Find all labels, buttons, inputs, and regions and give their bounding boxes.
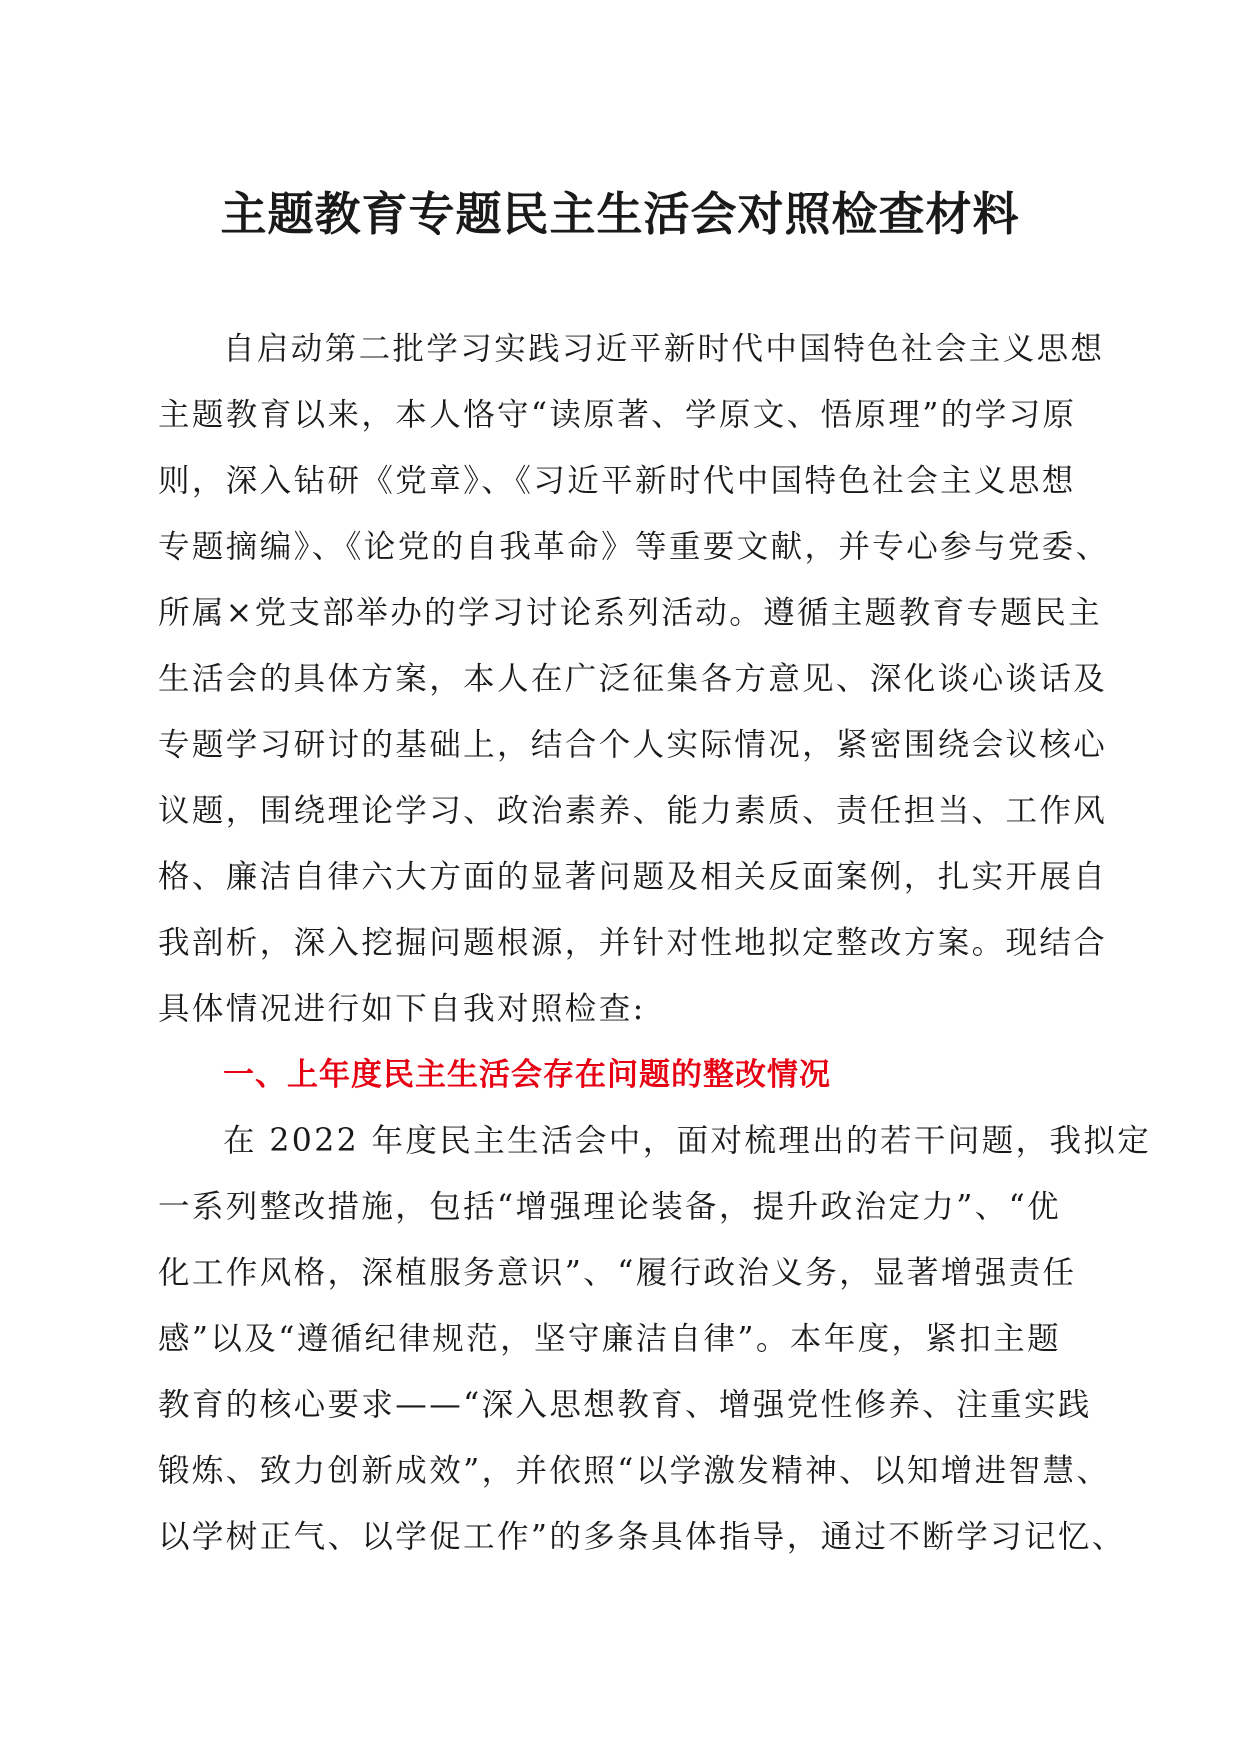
paragraph-line: 锻炼、致力创新成效”，并依照“以学激发精神、以知增进智慧、 <box>158 1453 1111 1489</box>
paragraph-line: 专题学习研讨的基础上，结合个人实际情况，紧密围绕会议核心 <box>158 727 1108 763</box>
paragraph-line: 格、廉洁自律六大方面的显著问题及相关反面案例，扎实开展自 <box>158 859 1108 895</box>
paragraph-line: 生活会的具体方案，本人在广泛征集各方意见、深化谈心谈话及 <box>158 661 1108 697</box>
document-title: 主题教育专题民主生活会对照检查材料 <box>220 187 1020 241</box>
section-heading-1: 一、上年度民主生活会存在问题的整改情况 <box>223 1057 831 1093</box>
paragraph-line: 议题，围绕理论学习、政治素养、能力素质、责任担当、工作风 <box>158 793 1108 829</box>
paragraph-2 <box>158 1108 1152 1570</box>
paragraph-line: 在 2022 年度民主生活会中，面对梳理出的若干问题，我拟定 <box>223 1123 1152 1159</box>
paragraph-line: 化工作风格，深植服务意识”、“履行政治义务，显著增强责任 <box>158 1255 1077 1291</box>
paragraph-line: 一系列整改措施，包括“增强理论装备，提升政治定力”、“优 <box>158 1189 1062 1225</box>
paragraph-line: 我剖析，深入挖掘问题根源，并针对性地拟定整改方案。现结合 <box>158 925 1108 961</box>
paragraph-line: 专题摘编》、《论党的自我革命》等重要文献，并专心参与党委、 <box>158 529 1110 565</box>
paragraph-line: 主题教育以来，本人恪守“读原著、学原文、悟原理”的学习原 <box>158 397 1077 433</box>
paragraph-line: 感”以及“遵循纪律规范，坚守廉洁自律”。本年度，紧扣主题 <box>158 1321 1062 1357</box>
paragraph-line: 自启动第二批学习实践习近平新时代中国特色社会主义思想 <box>223 331 1105 367</box>
paragraph-line: 教育的核心要求——“深入思想教育、增强党性修养、注重实践 <box>158 1387 1092 1423</box>
paragraph-line: 则，深入钻研《党章》、《习近平新时代中国特色社会主义思想 <box>158 463 1076 499</box>
document-body <box>158 316 1152 1570</box>
paragraph-line: 具体情况进行如下自我对照检查: <box>158 991 646 1027</box>
paragraph-1 <box>158 316 1110 1042</box>
paragraph-line: 以学树正气、以学促工作”的多条具体指导，通过不断学习记忆、 <box>158 1519 1126 1555</box>
paragraph-line: 所属×党支部举办的学习讨论系列活动。遵循主题教育专题民主 <box>158 595 1103 631</box>
